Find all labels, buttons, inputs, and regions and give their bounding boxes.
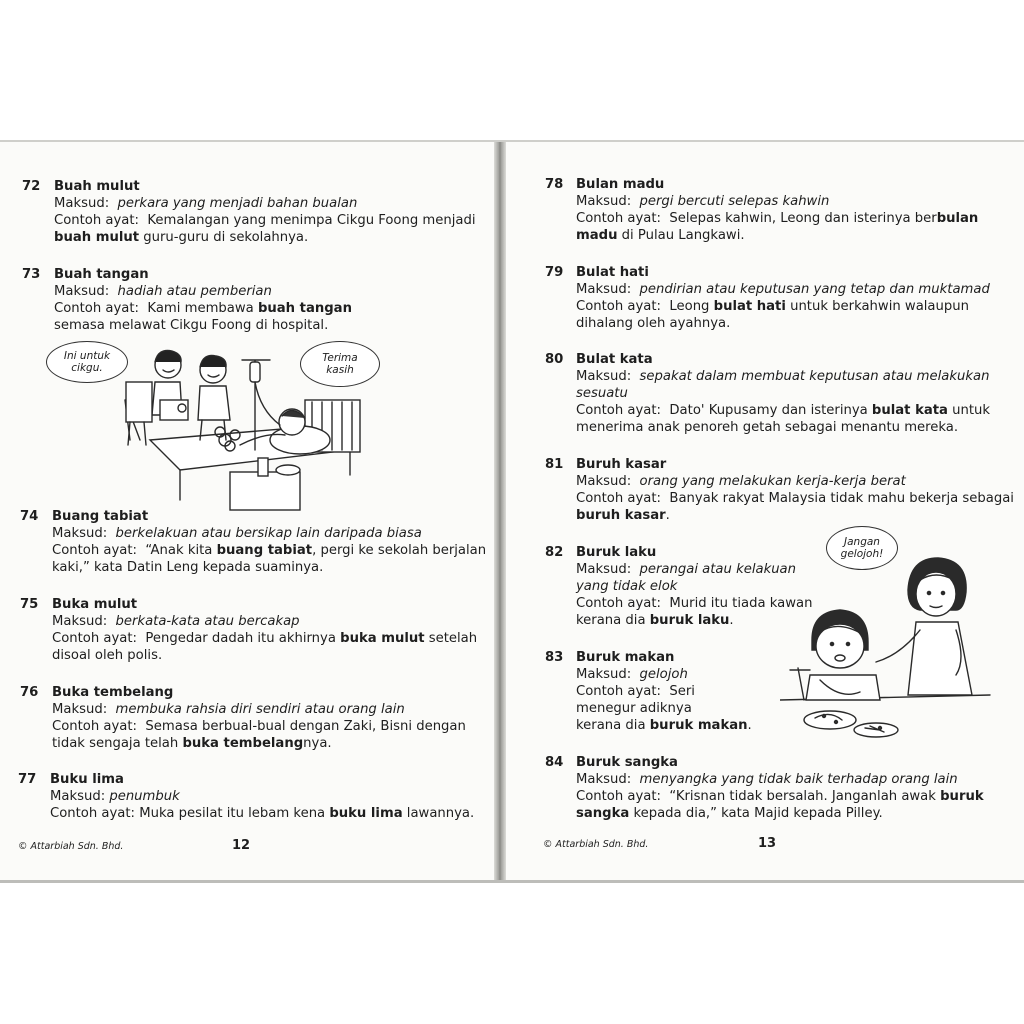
entry-84 [545,754,995,822]
contoh-label: Contoh ayat: [576,491,662,506]
page-number: 12 [232,838,251,853]
entry-75 [20,596,485,664]
entry-81 [545,456,1014,524]
maksud-label: Maksud: [576,282,632,297]
contoh-text: lawannya. [402,806,475,821]
maksud-text: hadiah atau pemberian [117,284,272,299]
contoh-text: setelah [424,631,478,646]
contoh-text: , pergi ke sekolah berjalan [312,543,487,558]
maksud-label: Maksud: [52,702,108,717]
contoh-text: . [665,508,670,523]
contoh-idiom: buah tangan [257,301,352,316]
entry-77 [18,771,483,822]
entry-number: 82 [545,545,564,560]
contoh-text: kepada dia,” kata Majid kepada Pilley. [629,806,883,821]
entry-79 [545,264,995,332]
maksud-label: Maksud: [576,369,632,384]
entry-term: Buah mulut [54,179,140,194]
speech-bubble-gift [46,341,128,383]
contoh-text: Semasa berbual-bual dengan Zaki, Bisni dengan [145,719,466,734]
contoh-label: Contoh ayat: [576,299,662,314]
entry-78 [545,176,995,244]
contoh-text: menerima anak penoreh getah sebagai menantu mereka. [576,420,959,435]
entry-number: 75 [20,597,39,612]
contoh-text: kerana dia [576,613,650,628]
entry-term: Buka tembelang [52,685,174,700]
contoh-text: “Krisnan tidak bersalah. Janganlah awak [669,789,941,804]
maksud-text: menyangka yang tidak baik terhadap orang lain [639,772,958,787]
maksud-text: yang tidak elok [576,579,678,594]
maksud-label: Maksud: [576,772,632,787]
contoh-label: Contoh ayat: [576,596,662,611]
entry-term: Buka mulut [52,597,138,612]
entry-72 [22,178,482,246]
contoh-label: Contoh ayat: [52,719,138,734]
contoh-idiom: buah mulut [54,230,140,245]
entry-74 [20,508,485,576]
entry-number: 72 [22,179,41,194]
contoh-idiom: buruk laku [649,613,730,628]
maksud-label: Maksud: [54,196,110,211]
entry-number: 84 [545,755,564,770]
maksud-label: Maksud: [52,614,108,629]
maksud-text: pendirian atau keputusan yang tetap dan muktamad [639,282,990,297]
entry-number: 78 [545,177,564,192]
contoh-idiom: bulat hati [713,299,786,314]
bubble-text: Ini untuk cikgu. [63,350,111,374]
entry-83 [545,649,775,734]
copyright-footer: © Attarbiah Sdn. Bhd. [18,841,124,852]
contoh-idiom: buruk makan [649,718,748,733]
entry-number: 77 [18,772,37,787]
maksud-text: orang yang melakukan kerja-kerja berat [639,474,906,489]
contoh-text: Kami membawa [147,301,258,316]
entry-number: 79 [545,265,564,280]
contoh-text: Seri [669,684,695,699]
contoh-idiom: buruh kasar [576,508,666,523]
contoh-label: Contoh ayat: [50,806,136,821]
maksud-text: perkara yang menjadi bahan bualan [117,196,358,211]
contoh-label: Contoh ayat: [576,403,662,418]
contoh-text: guru-guru di sekolahnya. [139,230,309,245]
contoh-text: semasa melawat Cikgu Foong di hospital. [54,318,329,333]
entry-80 [545,351,995,436]
copyright-footer: © Attarbiah Sdn. Bhd. [543,839,649,850]
entry-term: Buku lima [50,772,124,787]
contoh-text: Kemalangan yang menimpa Cikgu Foong menjadi [147,213,476,228]
contoh-text: untuk berkahwin walaupun [785,299,969,314]
entry-term: Buruh kasar [576,457,667,472]
page-bottom-edge [0,880,1024,883]
maksud-label: Maksud: [54,284,110,299]
maksud-text: berkata-kata atau bercakap [115,614,300,629]
contoh-text: untuk [947,403,991,418]
contoh-text: Muka pesilat itu lebam kena [139,806,330,821]
contoh-idiom: bulan [936,211,979,226]
contoh-idiom: buang tabiat [216,543,313,558]
maksud-label: Maksud: [576,562,632,577]
contoh-idiom: buka tembelang [182,736,304,751]
contoh-text: dihalang oleh ayahnya. [576,316,731,331]
maksud-text: penumbuk [109,789,180,804]
contoh-text: Selepas kahwin, Leong dan isterinya ber [669,211,937,226]
contoh-text: Banyak rakyat Malaysia tidak mahu bekerja sebagai [669,491,1014,506]
contoh-idiom: buruk [940,789,984,804]
maksud-label: Maksud: [50,789,106,804]
speech-bubble-jangan [826,526,898,570]
entry-number: 83 [545,650,564,665]
entry-term: Buruk makan [576,650,675,665]
bubble-text: Jangan gelojoh! [840,536,884,560]
entry-76 [20,684,485,752]
entry-term: Bulan madu [576,177,665,192]
contoh-text: Leong [669,299,714,314]
contoh-text: nya. [303,736,332,751]
entry-term: Buruk sangka [576,755,678,770]
maksud-label: Maksud: [576,474,632,489]
maksud-text: perangai atau kelakuan [639,562,796,577]
entry-term: Buah tangan [54,267,149,282]
maksud-text: sepakat dalam membuat keputusan atau melakukan [639,369,990,384]
contoh-label: Contoh ayat: [576,211,662,226]
contoh-text: . [747,718,752,733]
contoh-label: Contoh ayat: [576,789,662,804]
entry-term: Bulat kata [576,352,653,367]
contoh-label: Contoh ayat: [576,684,662,699]
book-spine [494,140,506,882]
contoh-idiom: madu [576,228,618,243]
contoh-text: Pengedar dadah itu akhirnya [145,631,341,646]
entry-82 [545,544,813,629]
entry-number: 73 [22,267,41,282]
contoh-text: kaki,” kata Datin Leng kepada suaminya. [52,560,324,575]
maksud-label: Maksud: [52,526,108,541]
page-top-edge [0,140,1024,142]
entry-number: 80 [545,352,564,367]
maksud-text: pergi bercuti selepas kahwin [639,194,830,209]
contoh-idiom: bulat kata [871,403,948,418]
contoh-text: kerana dia [576,718,650,733]
contoh-text: “Anak kita [145,543,217,558]
maksud-label: Maksud: [576,667,632,682]
contoh-label: Contoh ayat: [54,301,140,316]
maksud-text: sesuatu [576,386,628,401]
contoh-label: Contoh ayat: [52,631,138,646]
entry-number: 81 [545,457,564,472]
contoh-text: disoal oleh polis. [52,648,163,663]
page-number: 13 [758,836,777,851]
contoh-label: Contoh ayat: [54,213,140,228]
entry-term: Buang tabiat [52,509,149,524]
maksud-label: Maksud: [576,194,632,209]
maksud-text: membuka rahsia diri sendiri atau orang lain [115,702,405,717]
contoh-label: Contoh ayat: [52,543,138,558]
maksud-text: berkelakuan atau bersikap lain daripada biasa [115,526,422,541]
speech-bubble-thanks [300,341,380,387]
contoh-text: tidak sengaja telah [52,736,183,751]
maksud-text: gelojoh [639,667,688,682]
contoh-text: Dato' Kupusamy dan isterinya [669,403,872,418]
contoh-text: Murid itu tiada kawan [669,596,813,611]
contoh-idiom: sangka [576,806,630,821]
girls-eating-illustration [780,550,995,745]
bubble-text: Terima kasih [322,352,358,376]
contoh-text: . [729,613,734,628]
contoh-text: menegur adiknya [576,701,692,716]
entry-number: 76 [20,685,39,700]
contoh-text: di Pulau Langkawi. [617,228,745,243]
contoh-idiom: buka mulut [340,631,425,646]
entry-term: Buruk laku [576,545,657,560]
contoh-idiom: buku lima [329,806,403,821]
entry-73 [22,266,482,334]
entry-term: Bulat hati [576,265,649,280]
entry-number: 74 [20,509,39,524]
